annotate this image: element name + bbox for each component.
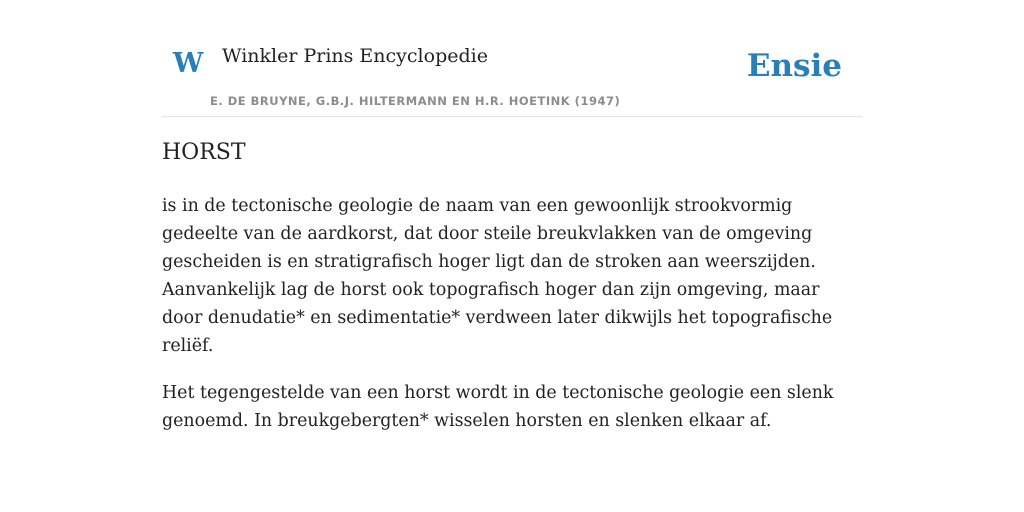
- article-paragraph: is in de tectonische geologie de naam van een gewoonlijk strookvormig gedeelte van de aardkorst, dat door steile breukvlakken van de omgeving gescheiden is en stratigrafisch hoger ligt dan de stroken aan weerszijden. Aanvankelijk lag de horst ook topografisch hoger dan zijn omgeving, maar door denudatie* en sedimentatie* verdween later dikwijls het topografische reliëf.: [162, 196, 833, 356]
- article-paragraph: Het tegengestelde van een horst wordt in de tectonische geologie een slenk genoemd. In breukgebergten* wisselen horsten en slenken elkaar af.: [162, 383, 834, 431]
- ensie-logo[interactable]: Ensie: [746, 48, 842, 84]
- page: [162, 0, 862, 431]
- source-header: [162, 0, 862, 117]
- article-body: [162, 192, 862, 454]
- source-logo[interactable]: W: [173, 48, 204, 79]
- article-headword: HORST: [162, 140, 246, 165]
- source-title-link[interactable]: Winkler Prins Encyclopedie: [222, 45, 488, 67]
- source-authors: E. DE BRUYNE, G.B.J. HILTERMANN EN H.R. HOETINK (1947): [210, 94, 621, 108]
